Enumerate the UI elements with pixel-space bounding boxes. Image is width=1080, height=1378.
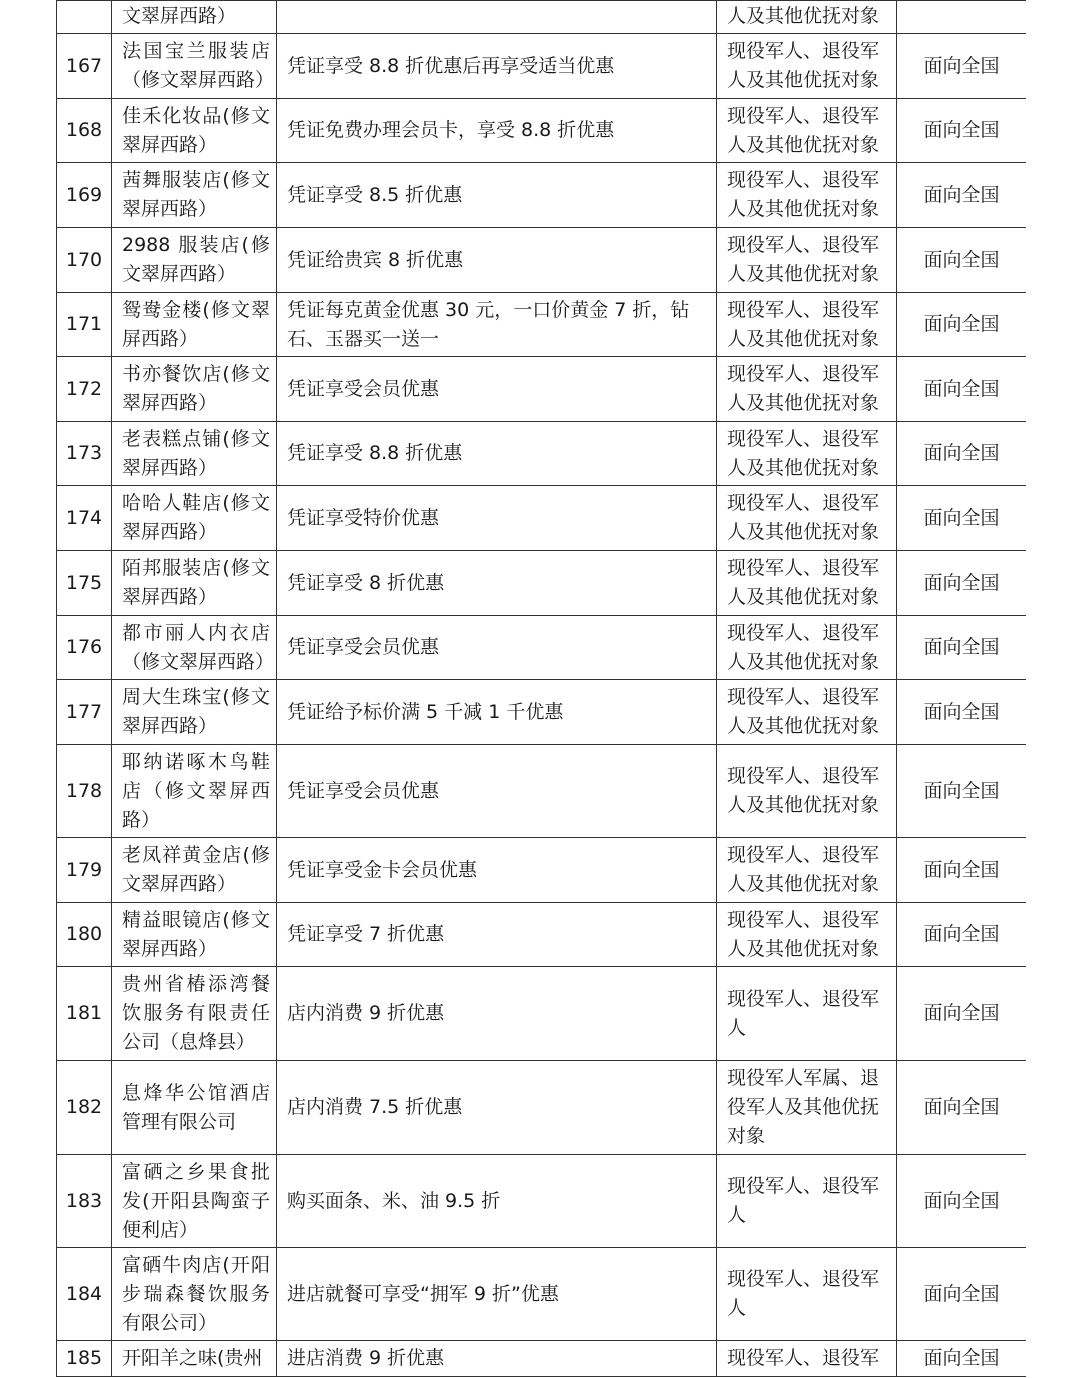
merchant-name-cell xyxy=(112,616,277,680)
table-row xyxy=(57,1,1027,34)
service-scope-cell xyxy=(897,422,1027,486)
service-scope-cell xyxy=(897,1341,1027,1377)
row-number-cell xyxy=(57,1248,112,1341)
eligible-recipients: 现役军人、退役军人及其他优抚对象 xyxy=(727,363,880,414)
row-number-cell xyxy=(57,680,112,745)
table-row xyxy=(57,228,1027,293)
row-number-cell xyxy=(57,903,112,967)
merchant-name: 佳禾化妆品(修文翠屏西路） xyxy=(122,104,270,156)
row-number-cell xyxy=(57,551,112,616)
eligible-recipients-cell xyxy=(717,163,897,228)
discount-description-cell xyxy=(277,680,717,745)
eligible-recipients: 现役军人、退役军人及其他优抚对象 xyxy=(727,298,880,350)
service-scope: 面向全国 xyxy=(923,1282,1000,1305)
row-number-cell xyxy=(57,1155,112,1248)
service-scope: 面向全国 xyxy=(923,1347,1000,1369)
service-scope: 面向全国 xyxy=(923,1002,1000,1024)
discount-description-cell xyxy=(277,967,717,1061)
row-number-cell xyxy=(57,228,112,293)
discount-description: 进店消费 9 折优惠 xyxy=(287,1347,445,1369)
merchant-name-cell xyxy=(112,357,277,422)
service-scope: 面向全国 xyxy=(923,119,1000,141)
eligible-recipients-cell xyxy=(717,967,897,1061)
table-row xyxy=(57,680,1027,745)
eligible-recipients-cell xyxy=(717,1,897,34)
eligible-recipients-cell xyxy=(717,486,897,551)
eligible-recipients: 现役军人、退役军人及其他优抚对象 xyxy=(727,492,880,543)
discount-description: 凭证享受会员优惠 xyxy=(287,779,440,802)
table-row xyxy=(57,616,1027,680)
merchant-name-cell xyxy=(112,1,277,34)
row-number-cell xyxy=(57,967,112,1061)
merchant-name-cell xyxy=(112,1341,277,1377)
merchant-name-cell xyxy=(112,422,277,486)
table-row xyxy=(57,357,1027,422)
eligible-recipients-cell xyxy=(717,616,897,680)
discount-description-cell xyxy=(277,745,717,838)
row-number-cell xyxy=(57,163,112,228)
discount-description: 店内消费 7.5 折优惠 xyxy=(287,1096,463,1118)
eligible-recipients: 现役军人、退役军人及其他优抚对象 xyxy=(727,234,880,285)
discount-description: 凭证给贵宾 8 折优惠 xyxy=(287,248,464,271)
service-scope-cell xyxy=(897,486,1027,551)
merchant-name-cell xyxy=(112,163,277,228)
discount-description-cell xyxy=(277,1341,717,1377)
row-number: 167 xyxy=(65,54,103,77)
service-scope: 面向全国 xyxy=(923,636,1000,658)
row-number-cell xyxy=(57,616,112,680)
discount-description: 凭证每克黄金优惠 30 元，一口价黄金 7 折，钻石、玉器买一送一 xyxy=(287,298,690,350)
row-number: 176 xyxy=(65,636,103,658)
row-number: 177 xyxy=(65,700,103,723)
eligible-recipients-cell xyxy=(717,1248,897,1341)
discount-description-cell xyxy=(277,99,717,163)
eligible-recipients-cell xyxy=(717,99,897,163)
table-row xyxy=(57,745,1027,838)
eligible-recipients: 现役军人、退役军人及其他优抚对象 xyxy=(727,104,880,156)
row-number-cell xyxy=(57,838,112,903)
discount-description-cell xyxy=(277,903,717,967)
service-scope: 面向全国 xyxy=(923,779,1000,802)
service-scope-cell xyxy=(897,293,1027,357)
service-scope-cell xyxy=(897,1061,1027,1155)
eligible-recipients-cell xyxy=(717,838,897,903)
service-scope: 面向全国 xyxy=(923,571,1000,594)
merchant-name: 茜舞服装店(修文翠屏西路） xyxy=(122,169,270,220)
discount-description: 凭证享受特价优惠 xyxy=(287,506,440,529)
discount-description: 凭证给予标价满 5 千减 1 千优惠 xyxy=(287,700,564,723)
row-number-cell xyxy=(57,1061,112,1155)
row-number-cell xyxy=(57,357,112,422)
discount-description: 凭证享受 8.5 折优惠 xyxy=(287,183,463,206)
eligible-recipients: 现役军人、退役军人 xyxy=(727,1268,880,1319)
discount-description-cell xyxy=(277,486,717,551)
discount-description-cell xyxy=(277,551,717,616)
row-number: 169 xyxy=(65,183,103,206)
service-scope: 面向全国 xyxy=(923,442,1000,464)
table-row xyxy=(57,422,1027,486)
merchant-name: 都市丽人内衣店（修文翠屏西路） xyxy=(122,621,275,673)
discount-description-cell xyxy=(277,357,717,422)
merchant-name: 2988 服装店(修文翠屏西路） xyxy=(122,234,270,285)
discount-description: 店内消费 9 折优惠 xyxy=(287,1002,445,1024)
service-scope: 面向全国 xyxy=(923,700,1000,723)
row-number-cell xyxy=(57,1,112,34)
service-scope-cell xyxy=(897,99,1027,163)
merchant-name: 开阳羊之味(贵州 xyxy=(122,1347,263,1369)
row-number: 179 xyxy=(65,858,103,881)
merchant-name: 书亦餐饮店(修文翠屏西路） xyxy=(122,363,270,414)
discount-description: 进店就餐可享受“拥军 9 折”优惠 xyxy=(287,1282,559,1305)
eligible-recipients-cell xyxy=(717,903,897,967)
service-scope: 面向全国 xyxy=(923,1189,1000,1212)
service-scope-cell xyxy=(897,228,1027,293)
merchant-name: 老凤祥黄金店(修文翠屏西路） xyxy=(122,844,270,895)
table-row xyxy=(57,99,1027,163)
discount-description-cell xyxy=(277,1,717,34)
row-number: 183 xyxy=(65,1189,103,1212)
discount-description-cell xyxy=(277,1061,717,1155)
service-scope: 面向全国 xyxy=(923,923,1000,945)
eligible-recipients: 现役军人、退役军人及其他优抚对象 xyxy=(727,844,880,895)
discount-description: 凭证享受金卡会员优惠 xyxy=(287,858,478,881)
discount-description: 购买面条、米、油 9.5 折 xyxy=(287,1189,501,1212)
eligible-recipients: 现役军人、退役军人及其他优抚对象 xyxy=(727,765,880,816)
discount-description-cell xyxy=(277,163,717,228)
merchant-name-cell xyxy=(112,1155,277,1248)
eligible-recipients-cell xyxy=(717,1341,897,1377)
row-number: 170 xyxy=(65,248,103,271)
table-row xyxy=(57,293,1027,357)
merchant-name-cell xyxy=(112,486,277,551)
eligible-recipients: 现役军人、退役军人及其他优抚对象 xyxy=(727,427,880,479)
table-row xyxy=(57,551,1027,616)
table-body xyxy=(57,1,1027,1377)
table-row xyxy=(57,903,1027,967)
table-row xyxy=(57,163,1027,228)
eligible-recipients: 现役军人、退役军人 xyxy=(727,987,880,1039)
service-scope-cell xyxy=(897,1155,1027,1248)
eligible-recipients: 现役军人、退役军人 xyxy=(727,1175,880,1226)
merchant-name-cell xyxy=(112,838,277,903)
merchant-name: 陌邦服装店(修文翠屏西路） xyxy=(122,557,270,608)
eligible-recipients-cell xyxy=(717,357,897,422)
row-number-cell xyxy=(57,745,112,838)
discount-description-cell xyxy=(277,1248,717,1341)
eligible-recipients: 现役军人、退役军人及其他优抚对象 xyxy=(727,40,880,91)
discount-description-cell xyxy=(277,1155,717,1248)
merchant-name-cell xyxy=(112,228,277,293)
eligible-recipients: 现役军人军属、退役军人及其他优抚对象 xyxy=(727,1067,880,1147)
eligible-recipients: 现役军人、退役军人及其他优抚对象 xyxy=(727,686,880,737)
merchant-name-cell xyxy=(112,745,277,838)
discount-description: 凭证享受 8.8 折优惠后再享受适当优惠 xyxy=(287,54,615,77)
service-scope-cell xyxy=(897,163,1027,228)
eligible-recipients: 现役军人、退役军人及其他优抚对象 xyxy=(727,621,880,673)
eligible-recipients-cell xyxy=(717,680,897,745)
row-number: 181 xyxy=(65,1002,103,1024)
discount-description-cell xyxy=(277,838,717,903)
row-number: 182 xyxy=(65,1096,103,1118)
merchant-name-cell xyxy=(112,967,277,1061)
merchant-name: 富硒之乡果食批发(开阳县陶蛮子便利店） xyxy=(122,1160,270,1241)
discount-description: 凭证享受会员优惠 xyxy=(287,636,440,658)
service-scope-cell xyxy=(897,967,1027,1061)
table-row xyxy=(57,1248,1027,1341)
merchant-name: 老表糕点铺(修文翠屏西路） xyxy=(122,427,270,479)
discount-description: 凭证免费办理会员卡，享受 8.8 折优惠 xyxy=(287,119,615,141)
merchant-name: 贵州省椿添湾餐饮服务有限责任公司（息烽县） xyxy=(122,973,270,1053)
discount-description-cell xyxy=(277,228,717,293)
row-number-cell xyxy=(57,34,112,99)
merchant-name-cell xyxy=(112,551,277,616)
eligible-recipients-cell xyxy=(717,34,897,99)
service-scope: 面向全国 xyxy=(923,54,1000,77)
merchant-name: 精益眼镜店(修文翠屏西路） xyxy=(122,908,270,960)
service-scope-cell xyxy=(897,616,1027,680)
merchant-name: 富硒牛肉店(开阳步瑞森餐饮服务有限公司） xyxy=(122,1253,270,1334)
service-scope-cell xyxy=(897,903,1027,967)
eligible-recipients: 现役军人、退役军人及其他优抚对象 xyxy=(727,908,880,960)
row-number: 185 xyxy=(65,1347,103,1369)
merchant-name-cell xyxy=(112,34,277,99)
service-scope-cell xyxy=(897,1,1027,34)
eligible-recipients: 现役军人、退役军 xyxy=(727,1347,880,1369)
merchant-name: 耶纳诺啄木鸟鞋店（修文翠屏西路） xyxy=(122,750,270,831)
service-scope-cell xyxy=(897,357,1027,422)
service-scope: 面向全国 xyxy=(923,1096,1000,1118)
discount-description-cell xyxy=(277,34,717,99)
row-number-cell xyxy=(57,99,112,163)
document-page xyxy=(56,0,1026,1378)
service-scope: 面向全国 xyxy=(923,858,1000,881)
table-row xyxy=(57,486,1027,551)
discount-description-cell xyxy=(277,293,717,357)
eligible-recipients-cell xyxy=(717,228,897,293)
merchant-name-cell xyxy=(112,903,277,967)
merchant-name: 息烽华公馆酒店管理有限公司 xyxy=(122,1081,270,1133)
discount-description-cell xyxy=(277,422,717,486)
eligible-recipients-cell xyxy=(717,422,897,486)
service-scope-cell xyxy=(897,1248,1027,1341)
merchant-name: 法国宝兰服装店（修文翠屏西路） xyxy=(122,40,275,91)
service-scope: 面向全国 xyxy=(923,183,1000,206)
merchant-name-cell xyxy=(112,293,277,357)
discount-description: 凭证享受 8.8 折优惠 xyxy=(287,442,463,464)
row-number: 168 xyxy=(65,119,103,141)
eligible-recipients: 人及其他优抚对象 xyxy=(727,5,880,27)
row-number: 173 xyxy=(65,442,103,464)
table-row xyxy=(57,1341,1027,1377)
eligible-recipients-cell xyxy=(717,551,897,616)
row-number: 175 xyxy=(65,571,103,594)
merchant-name: 周大生珠宝(修文翠屏西路） xyxy=(122,686,270,737)
merchant-name: 文翠屏西路） xyxy=(122,5,237,27)
row-number: 180 xyxy=(65,923,103,945)
table-row xyxy=(57,1155,1027,1248)
preferential-merchants-table xyxy=(56,0,1026,1377)
service-scope-cell xyxy=(897,34,1027,99)
service-scope: 面向全国 xyxy=(923,313,1000,335)
service-scope-cell xyxy=(897,680,1027,745)
discount-description: 凭证享受 8 折优惠 xyxy=(287,571,445,594)
row-number-cell xyxy=(57,486,112,551)
row-number-cell xyxy=(57,422,112,486)
row-number-cell xyxy=(57,293,112,357)
table-row xyxy=(57,1061,1027,1155)
row-number: 171 xyxy=(65,313,103,335)
merchant-name-cell xyxy=(112,99,277,163)
service-scope: 面向全国 xyxy=(923,506,1000,529)
row-number: 184 xyxy=(65,1282,103,1305)
table-row xyxy=(57,838,1027,903)
row-number: 178 xyxy=(65,779,103,802)
eligible-recipients-cell xyxy=(717,1155,897,1248)
row-number-cell xyxy=(57,1341,112,1377)
merchant-name-cell xyxy=(112,1248,277,1341)
table-row xyxy=(57,967,1027,1061)
eligible-recipients: 现役军人、退役军人及其他优抚对象 xyxy=(727,557,880,608)
table-row xyxy=(57,34,1027,99)
merchant-name: 鸳鸯金楼(修文翠屏西路） xyxy=(122,298,270,350)
merchant-name-cell xyxy=(112,1061,277,1155)
row-number: 172 xyxy=(65,377,103,400)
row-number: 174 xyxy=(65,506,103,529)
eligible-recipients-cell xyxy=(717,293,897,357)
merchant-name-cell xyxy=(112,680,277,745)
service-scope: 面向全国 xyxy=(923,248,1000,271)
discount-description-cell xyxy=(277,616,717,680)
discount-description: 凭证享受 7 折优惠 xyxy=(287,923,445,945)
merchant-name: 哈哈人鞋店(修文翠屏西路） xyxy=(122,492,270,543)
discount-description: 凭证享受会员优惠 xyxy=(287,377,440,400)
eligible-recipients: 现役军人、退役军人及其他优抚对象 xyxy=(727,169,880,220)
service-scope-cell xyxy=(897,745,1027,838)
eligible-recipients-cell xyxy=(717,745,897,838)
service-scope-cell xyxy=(897,551,1027,616)
eligible-recipients-cell xyxy=(717,1061,897,1155)
service-scope: 面向全国 xyxy=(923,377,1000,400)
service-scope-cell xyxy=(897,838,1027,903)
